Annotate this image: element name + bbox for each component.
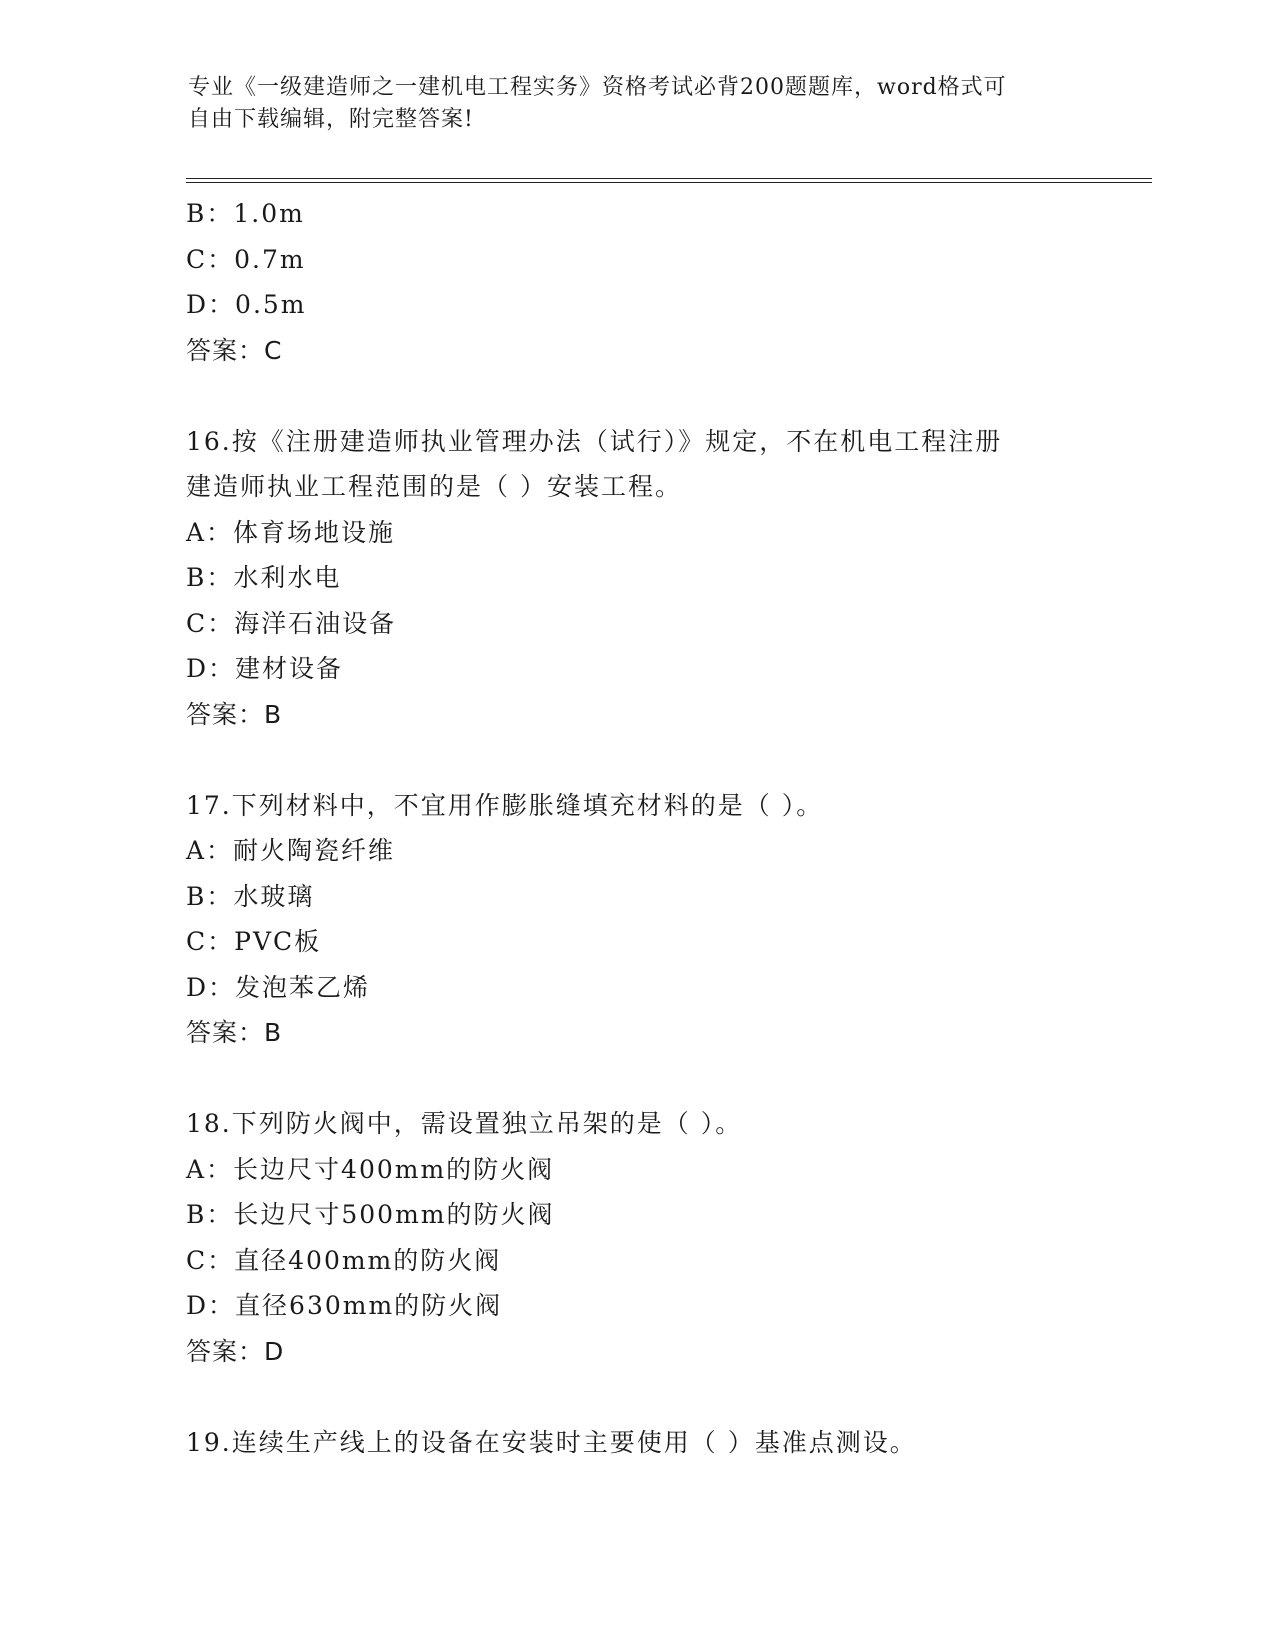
answer-line: 答案：D [186,1336,285,1366]
option-b: B：水利水电 [186,563,342,592]
option-d: D：直径630mm的防火阀 [186,1291,503,1320]
spacer [186,737,1086,783]
spacer [186,373,1086,419]
option-b: B：1.0m [186,199,305,228]
question-15-continuation [186,191,1086,373]
header-title-line-2: 自由下载编辑，附完整答案! [188,107,474,132]
option-b: B：长边尺寸500mm的防火阀 [186,1200,555,1229]
spacer [186,1374,1086,1420]
option-c: C：直径400mm的防火阀 [186,1245,502,1275]
option-d: D：发泡苯乙烯 [186,972,371,1002]
option-c: C：PVC板 [186,927,322,956]
answer-line: 答案：B [186,699,283,729]
option-d: D：0.5m [186,290,307,319]
option-a: A：体育场地设施 [186,517,396,547]
header-title-line-1: 专业《一级建造师之一建机电工程实务》资格考试必背200题题库，word格式可 [188,75,1007,100]
question-17 [186,783,1086,1056]
option-a: A：长边尺寸400mm的防火阀 [186,1154,555,1184]
page-header [188,72,1068,136]
option-b: B：水玻璃 [186,881,315,911]
question-16 [186,419,1086,738]
option-a: A：耐火陶瓷纤维 [186,836,396,865]
spacer [186,1056,1086,1102]
question-stem-line-1: 17.下列材料中，不宜用作膨胀缝填充材料的是（ ）。 [186,790,824,820]
header-divider [186,178,1152,183]
option-c: C：0.7m [186,244,306,274]
answer-line: 答案：C [186,335,283,365]
question-19 [186,1420,1086,1466]
question-stem-line-1: 18.下列防火阀中，需设置独立吊架的是（ ）。 [186,1109,743,1138]
option-d: D：建材设备 [186,654,344,683]
question-stem-line-1: 19.连续生产线上的设备在安装时主要使用（ ）基准点测设。 [186,1427,917,1457]
question-18 [186,1101,1086,1374]
option-c: C：海洋石油设备 [186,608,397,638]
document-body [186,191,1086,1465]
answer-line: 答案：B [186,1018,283,1047]
question-stem-line-1: 16.按《注册建造师执业管理办法（试行）》规定，不在机电工程注册 [186,426,1003,456]
question-stem-line-2: 建造师执业工程范围的是（ ）安装工程。 [186,472,682,501]
